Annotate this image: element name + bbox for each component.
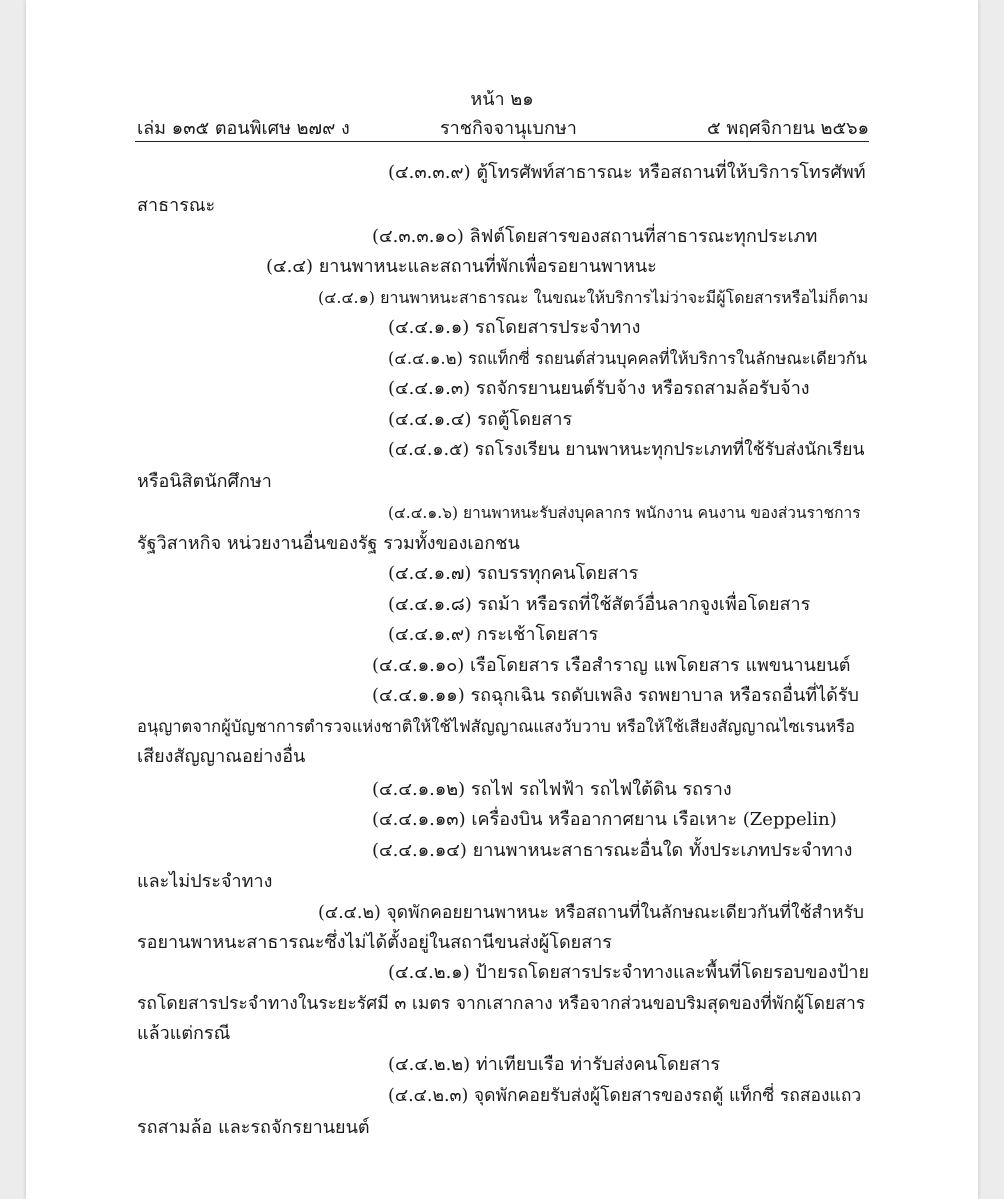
volume-issue: เล่ม ๑๓๕ ตอนพิเศษ ๒๗๙ ง — [137, 118, 350, 139]
text-line: รัฐวิสาหกิจ หน่วยงานอื่นของรัฐ รวมทั้งของเอกชน — [137, 533, 520, 554]
clause-line: (๔.๔.๑.๑๔) ยานพาหนะสาธารณะอื่นใด ทั้งประเภทประจำทาง — [372, 840, 853, 861]
header-rule — [135, 141, 869, 142]
section-heading: (๔.๔) ยานพาหนะและสถานที่พักเพื่อรอยานพาหนะ — [266, 256, 657, 277]
clause-line: (๔.๔.๒.๓) จุดพักคอยรับส่งผู้โดยสารของรถตู้ แท็กซี่ รถสองแถว — [388, 1086, 862, 1106]
text-line: รถโดยสารประจำทางในระยะรัศมี ๓ เมตร จากเสากลาง หรือจากส่วนขอบริมสุดของที่พักผู้โดยสาร — [137, 994, 866, 1014]
clause-line: (๔.๔.๑.๕) รถโรงเรียน ยานพาหนะทุกประเภทที่ใช้รับส่งนักเรียน — [388, 440, 865, 460]
clause-line: (๔.๔.๒.๑) ป้ายรถโดยสารประจำทางและพื้นที่โดยรอบของป้าย — [388, 962, 870, 983]
clause-line: (๔.๔.๑.๖) ยานพาหนะรับส่งบุคลากร พนักงาน คนงาน ของส่วนราชการ — [388, 504, 861, 522]
clause-line: (๔.๔.๑.๑๒) รถไฟ รถไฟฟ้า รถไฟใต้ดิน รถราง — [372, 779, 732, 800]
clause-line: (๔.๔.๑.๔) รถตู้โดยสาร — [388, 409, 573, 430]
clause-line: (๔.๔.๑.๑๑) รถฉุกเฉิน รถดับเพลิง รถพยาบาล หรือรถอื่นที่ได้รับ — [372, 685, 859, 706]
page-number: หน้า ๒๑ — [470, 89, 534, 110]
clause-line: (๔.๔.๑.๒) รถแท็กซี่ รถยนต์ส่วนบุคคลที่ให้บริการในลักษณะเดียวกัน — [388, 349, 868, 368]
text-line: อนุญาตจากผู้บัญชาการตำรวจแห่งชาติให้ใช้ไฟสัญญาณแสงวับวาบ หรือให้ใช้เสียงสัญญาณไซเรนหรือ — [137, 717, 856, 736]
clause-line: (๔.๔.๑.๘) รถม้า หรือรถที่ใช้สัตว์อื่นลากจูงเพื่อโดยสาร — [388, 594, 811, 615]
clause-line: (๔.๔.๑.๗) รถบรรทุกคนโดยสาร — [388, 563, 639, 584]
text-line: เสียงสัญญาณอย่างอื่น — [137, 746, 306, 767]
gazette-header — [137, 113, 869, 137]
publication-date: ๕ พฤศจิกายน ๒๕๖๑ — [707, 118, 869, 139]
clause-line: (๔.๔.๒.๒) ท่าเทียบเรือ ท่ารับส่งคนโดยสาร — [388, 1054, 721, 1075]
clause-line: (๔.๔.๑.๑๓) เครื่องบิน หรืออากาศยาน เรือเหาะ (Zeppelin) — [372, 809, 837, 830]
publication-name: ราชกิจจานุเบกษา — [440, 118, 577, 139]
text-line: และไม่ประจำทาง — [137, 871, 273, 892]
text-line: รอยานพาหนะสาธารณะซึ่งไม่ได้ตั้งอยู่ในสถานีขนส่งผู้โดยสาร — [137, 932, 612, 953]
text-line: รถสามล้อ และรถจักรยานยนต์ — [137, 1117, 370, 1138]
clause-line: (๔.๔.๑.๑) รถโดยสารประจำทาง — [388, 317, 641, 338]
clause-line: (๔.๓.๓.๑๐) ลิฟต์โดยสารของสถานที่สาธารณะทุกประเภท — [372, 226, 818, 247]
clause-line: (๔.๔.๑.๑๐) เรือโดยสาร เรือสำราญ แพโดยสาร แพขนานยนต์ — [372, 655, 851, 676]
document-page — [26, 0, 978, 1199]
clause-line: (๔.๓.๓.๙) ตู้โทรศัพท์สาธารณะ หรือสถานที่ให้บริการโทรศัพท์ — [388, 162, 866, 183]
clause-line: (๔.๔.๑.๙) กระเช้าโดยสาร — [388, 624, 599, 645]
text-line: แล้วแต่กรณี — [137, 1023, 231, 1044]
clause-line: (๔.๔.๑) ยานพาหนะสาธารณะ ในขณะให้บริการไม่ว่าจะมีผู้โดยสารหรือไม่ก็ตาม — [318, 288, 869, 307]
text-line: หรือนิสิตนักศึกษา — [137, 471, 272, 492]
text-line: สาธารณะ — [137, 195, 216, 216]
clause-line: (๔.๔.๒) จุดพักคอยยานพาหนะ หรือสถานที่ในลักษณะเดียวกันที่ใช้สำหรับ — [318, 903, 864, 923]
clause-line: (๔.๔.๑.๓) รถจักรยานยนต์รับจ้าง หรือรถสามล้อรับจ้าง — [388, 378, 810, 399]
